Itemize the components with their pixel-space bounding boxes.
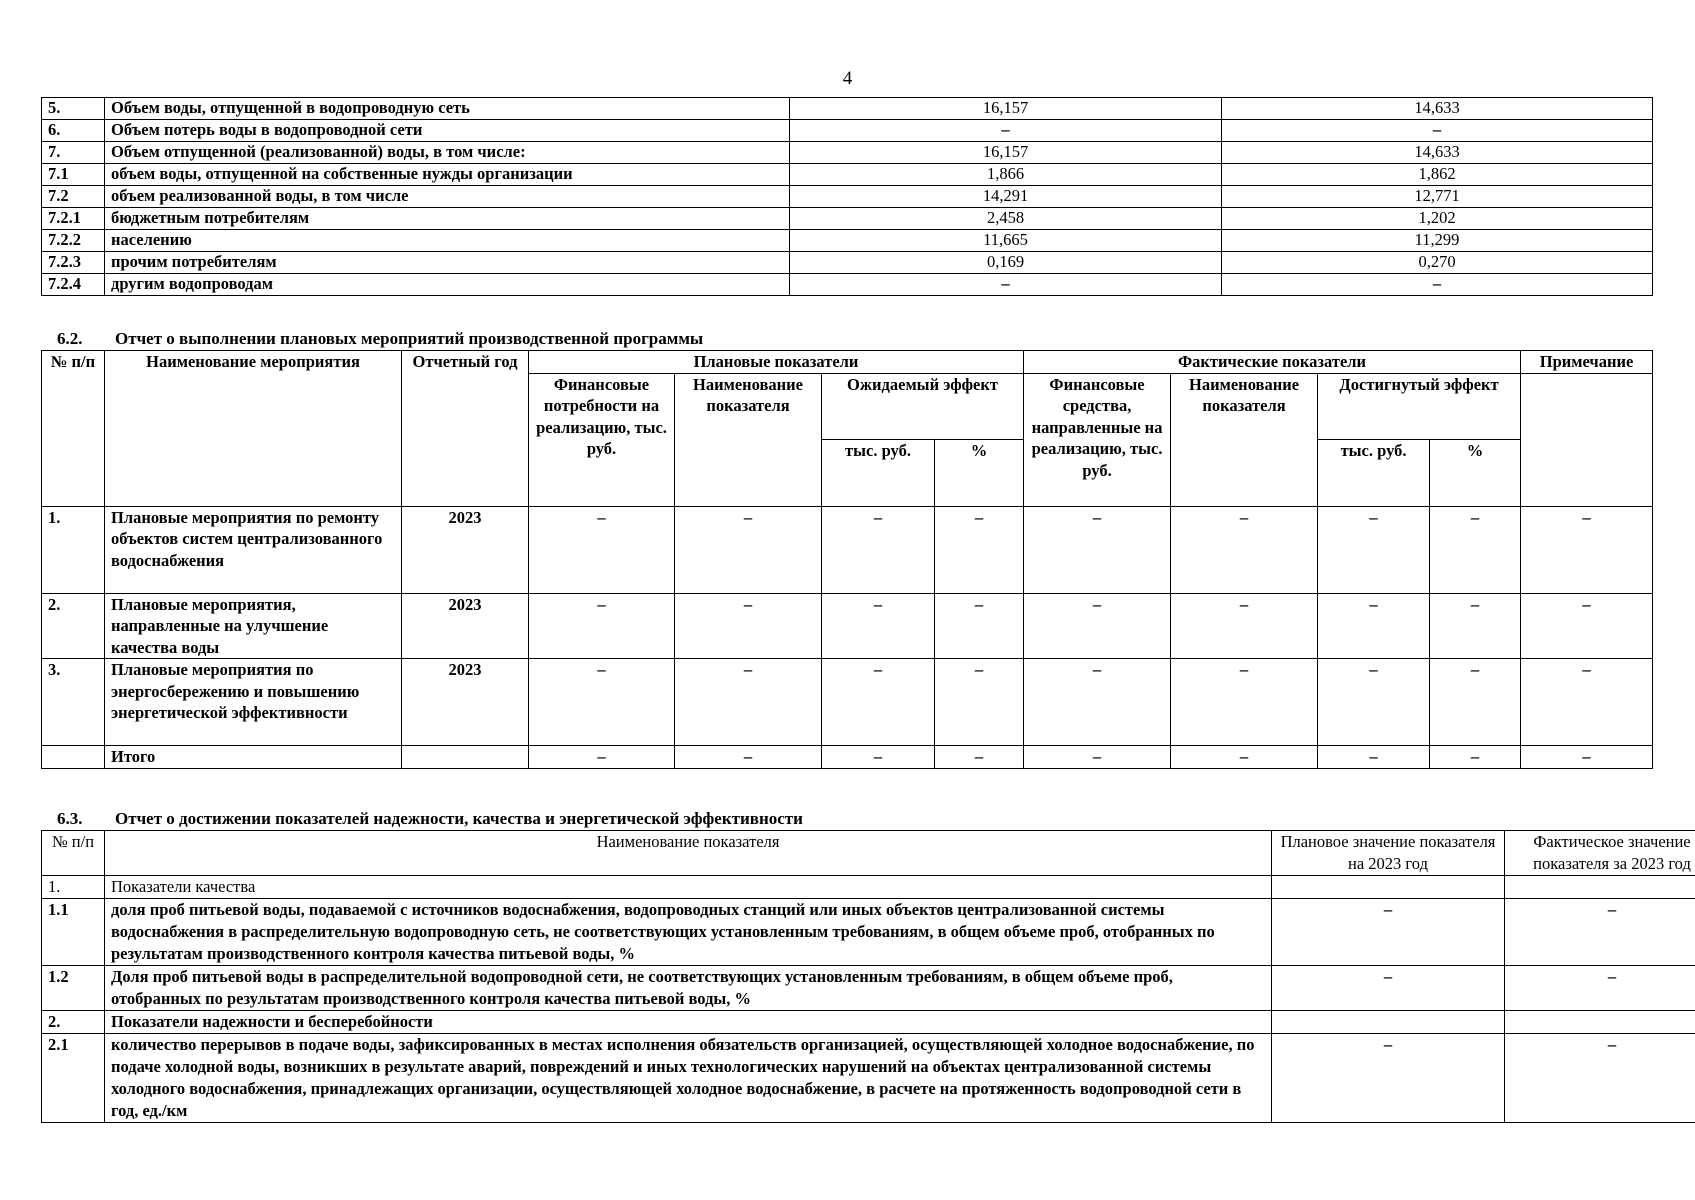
section-title: Отчет о достижении показателей надежности, качества и энергетической эффективности bbox=[115, 809, 803, 828]
value-plan: 16,157 bbox=[790, 142, 1222, 164]
row-number: 2.1 bbox=[42, 1034, 105, 1123]
value-fact: 1,862 bbox=[1222, 164, 1653, 186]
total-fact-effect-pct: – bbox=[1430, 746, 1521, 769]
row-number: 7.2.3 bbox=[42, 252, 105, 274]
report-year: 2023 bbox=[402, 506, 529, 593]
page-number: 4 bbox=[842, 68, 853, 89]
note: – bbox=[1521, 659, 1653, 746]
row-name: объем воды, отпущенной на собственные нужды организации bbox=[105, 164, 790, 186]
row-number: 7.2.2 bbox=[42, 230, 105, 252]
header-report-year: Отчетный год bbox=[402, 351, 529, 507]
table-row bbox=[42, 252, 1653, 274]
row-name: Объем отпущенной (реализованной) воды, в том числе: bbox=[105, 142, 790, 164]
row-number: 2. bbox=[42, 1011, 105, 1034]
total-plan-indicator: – bbox=[675, 746, 822, 769]
total-plan-financial: – bbox=[529, 746, 675, 769]
table-row bbox=[42, 164, 1653, 186]
fact-indicator: – bbox=[1171, 659, 1318, 746]
value-plan: 14,291 bbox=[790, 186, 1222, 208]
row-name: Объем потерь воды в водопроводной сети bbox=[105, 120, 790, 142]
plan-effect-rub: – bbox=[822, 659, 935, 746]
row-number: 2. bbox=[42, 593, 105, 659]
header-num: № п/п bbox=[42, 351, 105, 507]
row-name: другим водопроводам bbox=[105, 274, 790, 296]
table-row bbox=[42, 1011, 1695, 1034]
header-indicator-name: Наименование показателя bbox=[105, 831, 1272, 876]
plan-effect-pct: – bbox=[935, 593, 1024, 659]
fact-financial: – bbox=[1024, 506, 1171, 593]
measure-name: Плановые мероприятия, направленные на улучшение качества воды bbox=[105, 593, 402, 659]
measure-name: Плановые мероприятия по энергосбережению и повышению энергетической эффективности bbox=[105, 659, 402, 746]
total-empty bbox=[42, 746, 105, 769]
value-plan: – bbox=[790, 274, 1222, 296]
section-number: 6.3. bbox=[57, 809, 83, 828]
value-plan: 1,866 bbox=[790, 164, 1222, 186]
plan-indicator: – bbox=[675, 506, 822, 593]
table-row bbox=[42, 876, 1695, 899]
row-number: 5. bbox=[42, 98, 105, 120]
value-fact: 12,771 bbox=[1222, 186, 1653, 208]
header-note: Примечание bbox=[1521, 351, 1653, 374]
row-number: 7.2 bbox=[42, 186, 105, 208]
table-row bbox=[42, 274, 1653, 296]
header-fact-indicator: Наименование показателя bbox=[1171, 373, 1318, 506]
total-fact-financial: – bbox=[1024, 746, 1171, 769]
value-plan: – bbox=[790, 120, 1222, 142]
value-plan: 16,157 bbox=[790, 98, 1222, 120]
row-number: 7.1 bbox=[42, 164, 105, 186]
fact-value: – bbox=[1505, 966, 1695, 1011]
header-plan-rub: тыс. руб. bbox=[822, 440, 935, 507]
total-row bbox=[42, 746, 1653, 769]
header-actual-indicators: Фактические показатели bbox=[1024, 351, 1521, 374]
table-row bbox=[42, 142, 1653, 164]
total-plan-effect-pct: – bbox=[935, 746, 1024, 769]
table-row bbox=[42, 966, 1695, 1011]
value-fact: 1,202 bbox=[1222, 208, 1653, 230]
row-number: 3. bbox=[42, 659, 105, 746]
fact-effect-rub: – bbox=[1318, 506, 1430, 593]
header-plan-financial: Финансовые потребности на реализацию, тыс. руб. bbox=[529, 373, 675, 506]
plan-effect-rub: – bbox=[822, 593, 935, 659]
row-number: 1. bbox=[42, 876, 105, 899]
report-year: 2023 bbox=[402, 593, 529, 659]
value-fact: – bbox=[1222, 274, 1653, 296]
note: – bbox=[1521, 593, 1653, 659]
fact-financial: – bbox=[1024, 659, 1171, 746]
total-year-empty bbox=[402, 746, 529, 769]
section-title: Отчет о выполнении плановых мероприятий производственной программы bbox=[115, 329, 704, 348]
fact-value bbox=[1505, 1011, 1695, 1034]
table-row bbox=[42, 1034, 1695, 1123]
plan-financial: – bbox=[529, 593, 675, 659]
row-number: 7.2.4 bbox=[42, 274, 105, 296]
value-fact: – bbox=[1222, 120, 1653, 142]
plan-value: – bbox=[1272, 1034, 1505, 1123]
value-plan: 2,458 bbox=[790, 208, 1222, 230]
value-fact: 11,299 bbox=[1222, 230, 1653, 252]
value-fact: 0,270 bbox=[1222, 252, 1653, 274]
report-year: 2023 bbox=[402, 659, 529, 746]
section-number: 6.2. bbox=[57, 329, 83, 348]
indicator-name: Показатели качества bbox=[105, 876, 1272, 899]
row-number: 1.2 bbox=[42, 966, 105, 1011]
indicators-table bbox=[41, 830, 1695, 1123]
table-row bbox=[42, 186, 1653, 208]
header-fact-pct: % bbox=[1430, 440, 1521, 507]
water-volume-table bbox=[41, 97, 1653, 296]
plan-effect-pct: – bbox=[935, 659, 1024, 746]
indicator-name: доля проб питьевой воды, подаваемой с источников водоснабжения, водопроводных станций или иных объектов централизованной системы водоснабжения в распределительную водопроводную сеть, не соответствующих установленным требованиям, в общем объеме проб, отобранных по результатам производственного контроля качества питьевой воды, % bbox=[105, 899, 1272, 966]
header-plan-value: Плановое значение показателя на 2023 год bbox=[1272, 831, 1505, 876]
fact-effect-pct: – bbox=[1430, 593, 1521, 659]
section-6-2-heading bbox=[57, 329, 703, 349]
total-note: – bbox=[1521, 746, 1653, 769]
total-fact-indicator: – bbox=[1171, 746, 1318, 769]
row-number: 6. bbox=[42, 120, 105, 142]
header-planned-indicators: Плановые показатели bbox=[529, 351, 1024, 374]
table-row bbox=[42, 98, 1653, 120]
section-6-3-heading bbox=[57, 809, 803, 829]
indicator-name: количество перерывов в подаче воды, зафиксированных в местах исполнения обязательств организацией, осуществляющей холодное водоснабжение, по подаче холодной воды, возникших в результате аварий, повреждений и иных технологических нарушений на объектах централизованной системы холодного водоснабжения, принадлежащих организации, осуществляющей холодное водоснабжение, в расчете на протяженность водопроводной сети в год, ед./км bbox=[105, 1034, 1272, 1123]
fact-value: – bbox=[1505, 1034, 1695, 1123]
plan-value bbox=[1272, 1011, 1505, 1034]
table-row bbox=[42, 593, 1653, 659]
row-number: 7. bbox=[42, 142, 105, 164]
fact-indicator: – bbox=[1171, 593, 1318, 659]
row-name: прочим потребителям bbox=[105, 252, 790, 274]
header-expected-effect: Ожидаемый эффект bbox=[822, 373, 1024, 440]
value-plan: 0,169 bbox=[790, 252, 1222, 274]
plan-value: – bbox=[1272, 966, 1505, 1011]
header-fact-financial: Финансовые средства, направленные на реализацию, тыс. руб. bbox=[1024, 373, 1171, 506]
header-plan-pct: % bbox=[935, 440, 1024, 507]
table-row bbox=[42, 208, 1653, 230]
header-plan-indicator: Наименование показателя bbox=[675, 373, 822, 506]
indicator-name: Доля проб питьевой воды в распределительной водопроводной сети, не соответствующих установленным требованиям, в общем объеме проб, отобранных по результатам производственного контроля качества питьевой воды, % bbox=[105, 966, 1272, 1011]
table-row bbox=[42, 899, 1695, 966]
table-row bbox=[42, 506, 1653, 593]
planned-measures-table bbox=[41, 350, 1653, 769]
fact-effect-rub: – bbox=[1318, 593, 1430, 659]
value-plan: 11,665 bbox=[790, 230, 1222, 252]
header-fact-rub: тыс. руб. bbox=[1318, 440, 1430, 507]
table-row bbox=[42, 120, 1653, 142]
row-name: бюджетным потребителям bbox=[105, 208, 790, 230]
measure-name: Плановые мероприятия по ремонту объектов систем централизованного водоснабжения bbox=[105, 506, 402, 593]
fact-value bbox=[1505, 876, 1695, 899]
total-label: Итого bbox=[105, 746, 402, 769]
total-fact-effect-rub: – bbox=[1318, 746, 1430, 769]
plan-financial: – bbox=[529, 659, 675, 746]
total-plan-effect-rub: – bbox=[822, 746, 935, 769]
row-name: объем реализованной воды, в том числе bbox=[105, 186, 790, 208]
header-measure-name: Наименование мероприятия bbox=[105, 351, 402, 507]
plan-indicator: – bbox=[675, 659, 822, 746]
table-row bbox=[42, 230, 1653, 252]
header-num: № п/п bbox=[42, 831, 105, 876]
plan-effect-pct: – bbox=[935, 506, 1024, 593]
plan-indicator: – bbox=[675, 593, 822, 659]
value-fact: 14,633 bbox=[1222, 98, 1653, 120]
plan-value bbox=[1272, 876, 1505, 899]
row-name: Объем воды, отпущенной в водопроводную сеть bbox=[105, 98, 790, 120]
indicator-name: Показатели надежности и бесперебойности bbox=[105, 1011, 1272, 1034]
note: – bbox=[1521, 506, 1653, 593]
fact-financial: – bbox=[1024, 593, 1171, 659]
plan-value: – bbox=[1272, 899, 1505, 966]
row-name: населению bbox=[105, 230, 790, 252]
plan-financial: – bbox=[529, 506, 675, 593]
plan-effect-rub: – bbox=[822, 506, 935, 593]
fact-effect-pct: – bbox=[1430, 506, 1521, 593]
fact-value: – bbox=[1505, 899, 1695, 966]
row-number: 1. bbox=[42, 506, 105, 593]
fact-effect-pct: – bbox=[1430, 659, 1521, 746]
row-number: 1.1 bbox=[42, 899, 105, 966]
table-row bbox=[42, 659, 1653, 746]
value-fact: 14,633 bbox=[1222, 142, 1653, 164]
row-number: 7.2.1 bbox=[42, 208, 105, 230]
fact-effect-rub: – bbox=[1318, 659, 1430, 746]
header-note-empty bbox=[1521, 373, 1653, 506]
fact-indicator: – bbox=[1171, 506, 1318, 593]
header-achieved-effect: Достигнутый эффект bbox=[1318, 373, 1521, 440]
header-fact-value: Фактическое значение показателя за 2023 год bbox=[1505, 831, 1695, 876]
